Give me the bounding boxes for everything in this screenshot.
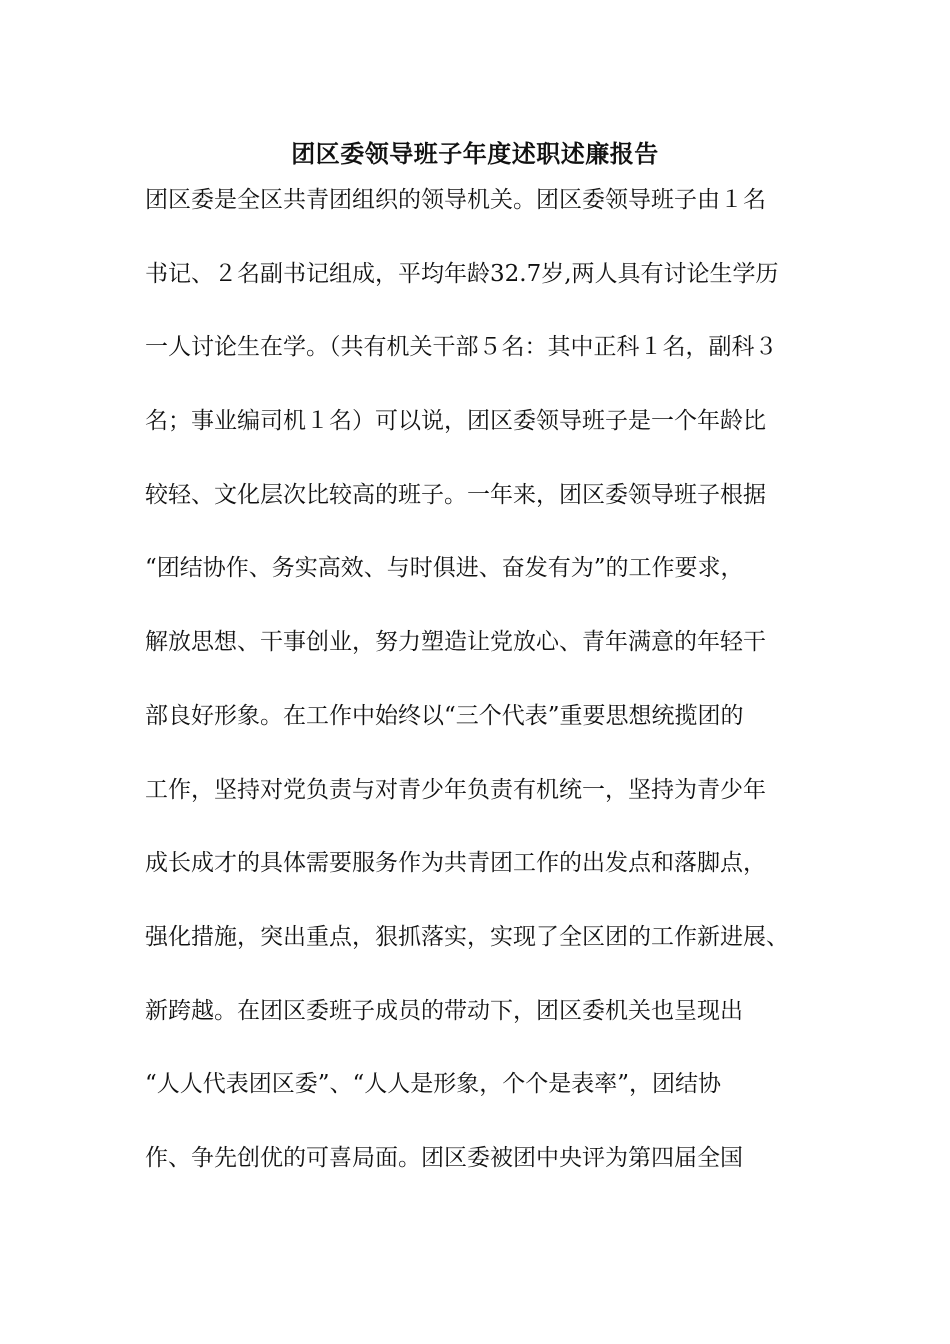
body-line: 书记、２名副书记组成，平均年龄32.7岁,两人具有讨论生学历	[145, 260, 779, 287]
body-line: 工作，坚持对党负责与对青少年负责有机统一，坚持为青少年	[145, 776, 766, 803]
body-line: 解放思想、干事创业，努力塑造让党放心、青年满意的年轻干	[145, 629, 766, 656]
document-body	[145, 183, 825, 1215]
body-line: 较轻、文化层次比较高的班子。一年来，团区委领导班子根据	[145, 481, 766, 508]
document-title: 团区委领导班子年度述职述廉报告	[291, 139, 659, 168]
body-line: 一人讨论生在学。（共有机关干部５名：其中正科１名，副科３	[145, 334, 778, 361]
body-line: 团区委是全区共青团组织的领导机关。团区委领导班子由１名	[145, 187, 766, 213]
body-line: 强化措施，突出重点，狠抓落实，实现了全区团的工作新进展、	[145, 923, 789, 950]
body-line: 名；事业编司机１名）可以说，团区委领导班子是一个年龄比	[145, 408, 766, 435]
body-line: 新跨越。在团区委班子成员的带动下，团区委机关也呈现出	[145, 997, 743, 1024]
body-line: “人人代表团区委”、“人人是形象，个个是表率”，团结协	[145, 1071, 722, 1098]
body-line: 作、争先创优的可喜局面。团区委被团中央评为第四届全国	[145, 1144, 743, 1171]
body-line: “团结协作、务实高效、与时俱进、奋发有为”的工作要求，	[145, 555, 744, 582]
body-line: 成长成才的具体需要服务作为共青团工作的出发点和落脚点，	[145, 850, 766, 877]
body-line: 部良好形象。在工作中始终以“三个代表”重要思想统揽团的	[145, 702, 744, 729]
